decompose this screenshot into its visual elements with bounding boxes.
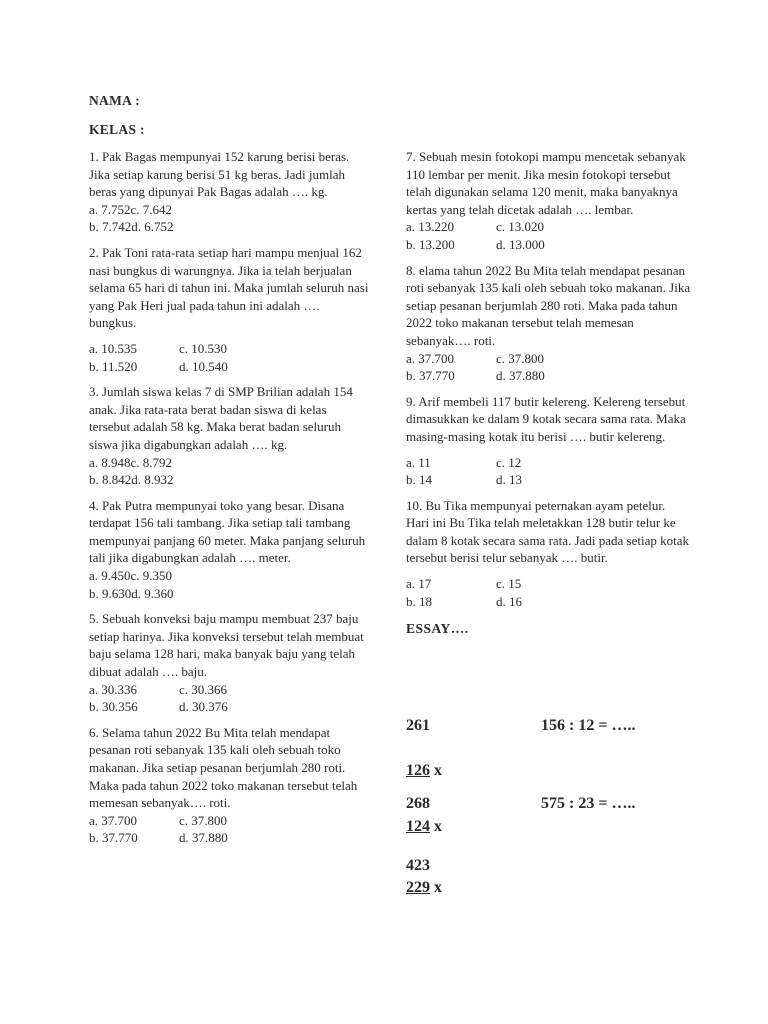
answer-options [89, 454, 369, 489]
option-c: c. 10.530 [179, 340, 228, 356]
essay-title: ESSAY…. [406, 621, 469, 637]
option-a: a. 37.700 [89, 812, 138, 828]
option-a: a. 17 [406, 576, 432, 592]
answer-options [89, 340, 369, 375]
option-c: c. 37.800 [179, 812, 228, 828]
option-d: d. 37.880 [496, 368, 545, 384]
option-c: c. 13.020 [496, 219, 545, 235]
question-text: 5. Sebuah konveksi baju mampu membuat 237 baju setiap harinya. Jika konveksi tersebut telah membuat baju selama 128 hari, maka banyak baju yang telah dibuat adalah …. baju. [89, 611, 364, 680]
option-b: b. 30.356 [89, 699, 138, 715]
essay-division-1: 156 : 12 = ….. [541, 717, 636, 734]
essay-mult-1-bottom [406, 762, 442, 780]
answer-options [89, 567, 369, 602]
option-a: a. 11 [406, 454, 431, 470]
option-row: b. 7.742d. 6.752 [89, 219, 174, 235]
option-row: a. 7.752c. 7.642 [89, 201, 173, 217]
times-sign: x [430, 818, 442, 835]
option-b: b. 18 [406, 593, 432, 609]
question-text: 7. Sebuah mesin fotokopi mampu mencetak sebanyak 110 lembar per menit. Jika mesin fotokopi tersebut telah digunakan selama 120 menit, maka banyaknya kertas yang telah dicetak adalah …. lembar. [406, 149, 686, 217]
option-a: a. 10.535 [89, 340, 138, 356]
question-text: 10. Bu Tika mempunyai peternakan ayam petelur. Hari ini Bu Tika telah meletakkan 128 butir telur ke dalam 8 kotak secara sama rata. Jadi pada setiap kotak tersebut berisi telur sebanyak …. butir. [406, 497, 689, 566]
option-c: c. 37.800 [496, 350, 545, 366]
answer-options [406, 454, 691, 489]
essay-mult-1-top: 261 [406, 717, 430, 734]
essay-division-2: 575 : 23 = ….. [541, 795, 636, 812]
question-8 [406, 262, 691, 385]
answer-options [406, 218, 691, 253]
option-d: d. 30.376 [179, 699, 228, 715]
option-d: d. 16 [496, 593, 522, 609]
question-2 [89, 244, 369, 375]
essay-mult-3-top: 423 [406, 857, 430, 874]
option-c: c. 15 [496, 576, 522, 592]
answer-options [406, 575, 691, 610]
question-10 [406, 497, 691, 611]
essay-mult-2-top: 268 [406, 795, 430, 812]
essay-mult-3-bottom [406, 879, 442, 897]
kelas-label: KELAS : [89, 122, 145, 137]
option-row: b. 9.630d. 9.360 [89, 585, 174, 601]
answer-options [89, 201, 369, 236]
times-sign: x [430, 879, 442, 896]
option-a: a. 13.220 [406, 219, 455, 235]
option-a: a. 37.700 [406, 350, 455, 366]
left-column [89, 148, 369, 855]
nama-label: NAMA : [89, 93, 140, 108]
option-b: b. 14 [406, 472, 432, 488]
option-b: b. 37.770 [406, 368, 455, 384]
question-text: 3. Jumlah siswa kelas 7 di SMP Brilian adalah 154 anak. Jika rata-rata berat badan siswa di kelas tersebut adalah 58 kg. Maka berat badan seluruh siswa jika digabungkan adalah …. kg. [89, 384, 353, 452]
option-b: b. 13.200 [406, 236, 455, 252]
option-c: c. 30.366 [179, 681, 228, 697]
right-column [406, 148, 691, 638]
question-9 [406, 393, 691, 489]
question-4 [89, 497, 369, 603]
option-row: b. 8.842d. 8.932 [89, 472, 174, 488]
question-text: 6. Selama tahun 2022 Bu Mita telah mendapat pesanan roti sebanyak 135 kali oleh sebuah toko makanan. Jika setiap pesanan berjumlah 280 roti. Maka pada tahun 2022 toko makanan tersebut telah memesan sebanyak…. roti. [89, 724, 358, 811]
question-1 [89, 148, 369, 236]
answer-options [406, 350, 691, 385]
option-d: d. 37.880 [179, 830, 228, 846]
question-3 [89, 383, 369, 489]
multiplier: 126 [406, 762, 430, 779]
option-row: a. 9.450c. 9.350 [89, 568, 173, 584]
question-text: 2. Pak Toni rata-rata setiap hari mampu menjual 162 nasi bungkus di warungnya. Jika ia telah berjualan selama 65 hari di tahun ini. Maka jumlah seluruh nasi yang Pak Heri jual pada tahun ini adalah …. bungkus. [89, 244, 369, 331]
option-row: a. 8.948c. 8.792 [89, 454, 173, 470]
question-6 [89, 724, 369, 847]
answer-options [89, 812, 369, 847]
option-d: d. 10.540 [179, 358, 228, 374]
question-text: 9. Arif membeli 117 butir kelereng. Kelereng tersebut dimasukkan ke dalam 9 kotak secara sama rata. Maka masing-masing kotak itu berisi …. butir kelereng. [406, 393, 686, 444]
question-5 [89, 610, 369, 716]
multiplier: 229 [406, 879, 430, 896]
question-7 [406, 148, 691, 254]
option-a: a. 30.336 [89, 681, 138, 697]
option-d: d. 13 [496, 472, 522, 488]
option-b: b. 11.520 [89, 358, 138, 374]
option-c: c. 12 [496, 454, 522, 470]
question-text: 4. Pak Putra mempunyai toko yang besar. Disana terdapat 156 tali tambang. Jika setiap tali tambang mempunyai panjang 60 meter. Maka panjang seluruh tali jika digabungkan adalah …. meter. [89, 497, 366, 566]
times-sign: x [430, 762, 442, 779]
option-b: b. 37.770 [89, 830, 138, 846]
question-text: 8. elama tahun 2022 Bu Mita telah mendapat pesanan roti sebanyak 135 kali oleh sebuah toko makanan. Jika setiap pesanan berjumlah 280 roti. Maka pada tahun 2022 toko makanan tersebut telah memesan sebanyak…. roti. [406, 262, 691, 348]
essay-mult-2-bottom [406, 818, 442, 836]
question-text: 1. Pak Bagas mempunyai 152 karung berisi beras. Jika setiap karung berisi 51 kg beras. Jadi jumlah beras yang dipunyai Pak Bagas adalah …. kg. [89, 149, 350, 200]
option-d: d. 13.000 [496, 236, 545, 252]
multiplier: 124 [406, 818, 430, 835]
answer-options [89, 681, 369, 716]
